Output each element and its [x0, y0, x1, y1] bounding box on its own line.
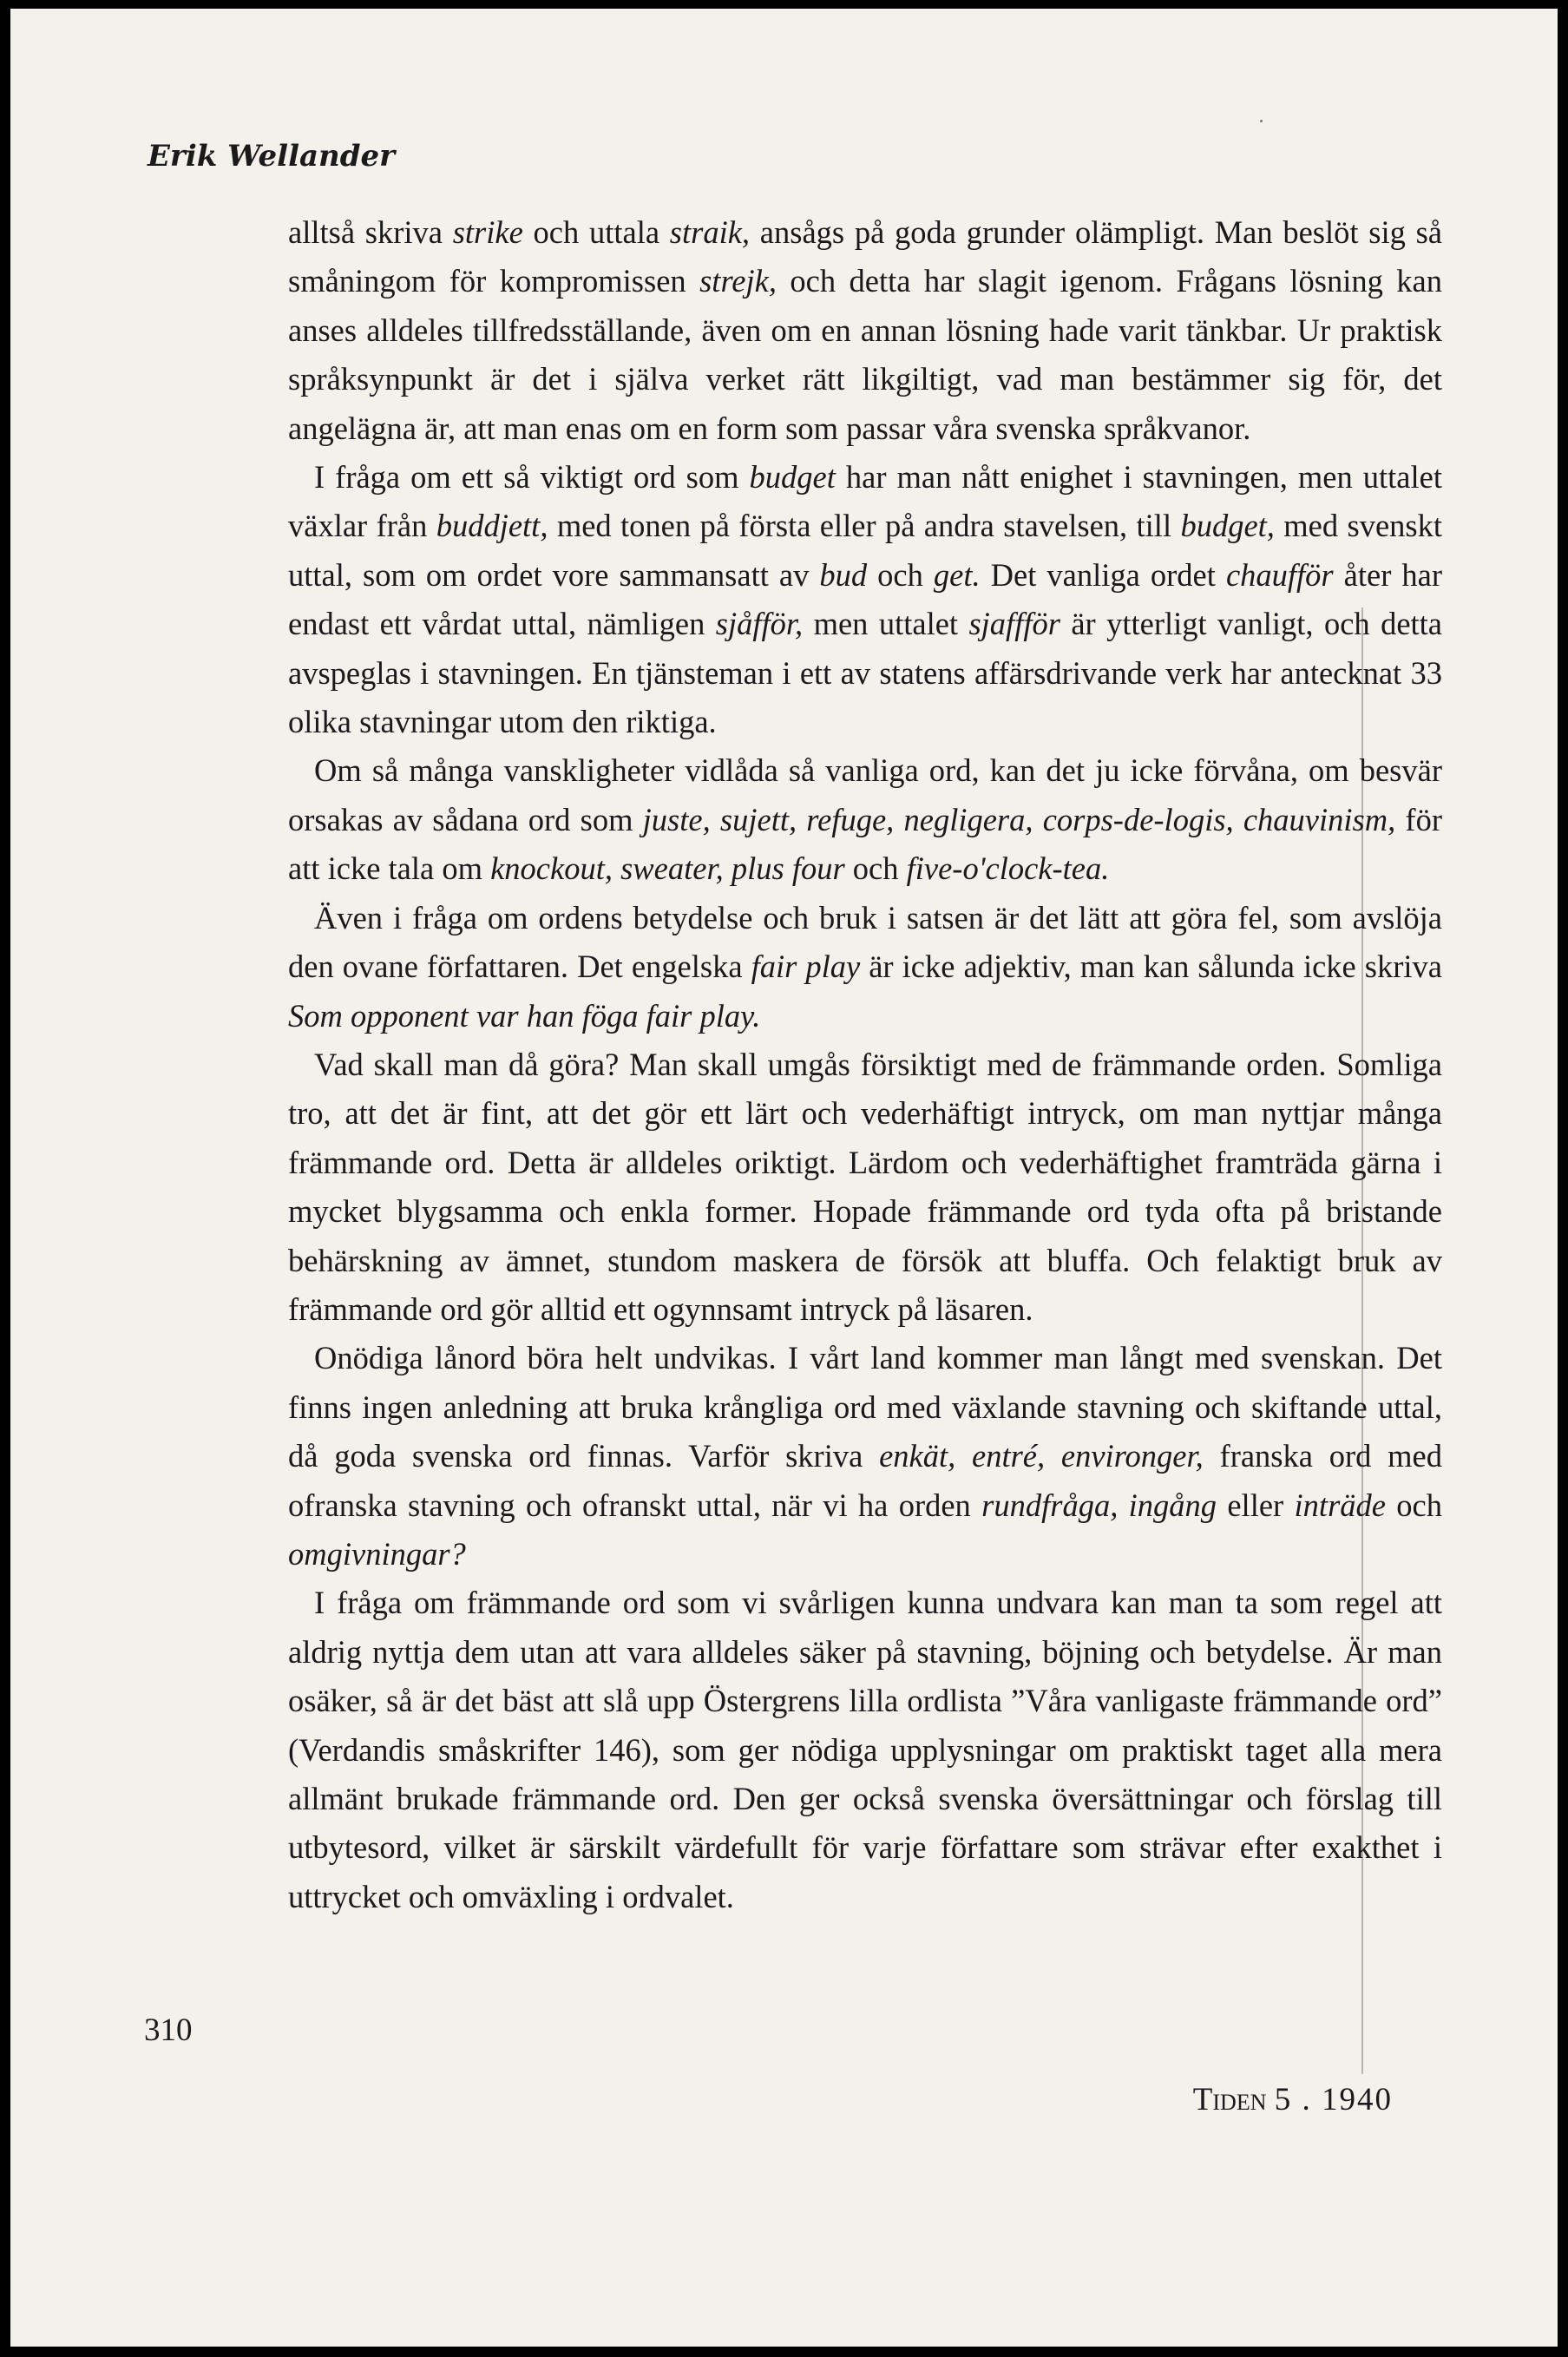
italic-term: inträde — [1294, 1487, 1386, 1523]
paragraph — [288, 208, 1442, 453]
text-run: I fråga om främmande ord som vi svårligen kunna undvara kan man ta som regel att aldrig nyttja dem utan att vara alldeles säker på stavning, böjning och betydelse. Är man osäker, så är det bäst att slå upp Östergrens lilla ordlista ”Våra vanligaste främmande ord” (Verdandis småskrifter 146), som ger nödiga upplysningar om praktiskt taget alla mera allmänt brukade främmande ord. Den ger också svenska översättningar och förslag till utbytesord, vilket är särskilt värdefullt för varje författare som strävar efter exakthet i uttrycket och omväxling i ordvalet. — [288, 1585, 1442, 1914]
text-run: och detta har slagit igenom. Frågans lösning kan anses alldeles tillfredsställande, även om en annan lösning hade varit tänkbar. Ur praktisk språksynpunkt är det i själva verket rätt likgiltigt, vad man bestämmer sig för, det angelägna är, att man enas om en form som passar våra svenska språkvanor. — [288, 263, 1443, 446]
text-run: och — [844, 850, 907, 887]
italic-term: omgivningar? — [288, 1535, 466, 1572]
italic-term: strejk, — [699, 263, 777, 299]
italic-term: buddjett, — [436, 508, 548, 544]
paragraph — [288, 1579, 1442, 1921]
italic-term: fair play — [751, 949, 861, 985]
text-run: men uttalet — [803, 606, 969, 642]
italic-term: sjåfför, — [715, 606, 804, 642]
text-run: franska ord med ofranska stavning och ofranskt uttal, när vi ha orden — [288, 1438, 1442, 1523]
paragraph — [288, 746, 1442, 893]
italic-term: sjaffför — [968, 606, 1060, 642]
text-run: Vad skall man då göra? Man skall umgås försiktigt med de främmande orden. Somliga tro, att det är fint, att det gör ett lärt och vederhäftigt intryck, om man nyttjar många främmande ord. Detta är alldeles oriktigt. Lärdom och vederhäftighet framträda gärna i mycket blygsamma och enkla former. Hopade främmande ord tyda ofta på bristande behärskning av ämnet, stundom maskera de försök att bluffa. Och felaktigt bruk av främmande ord gör alltid ett ogynnsamt intryck på läsaren. — [288, 1046, 1442, 1327]
paragraph — [288, 453, 1442, 746]
running-head-author: Erik Wellander — [148, 139, 396, 174]
text-run: och — [867, 556, 934, 593]
italic-term: juste, sujett, refuge, negligera, corps-de-logis, chauvinism, — [642, 801, 1396, 837]
italic-term: bud — [819, 556, 868, 593]
text-run: Det vanliga ordet — [980, 556, 1226, 593]
italic-term: budget — [749, 459, 836, 496]
italic-term: strike — [452, 214, 523, 250]
paragraph — [288, 1041, 1442, 1334]
text-run: och uttala — [522, 214, 670, 250]
page-number: 310 — [144, 2012, 193, 2048]
text-run: Om så många vanskligheter vidlåda så vanliga ord, kan det ju icke förvåna, om besvär orsakas av sådana ord som — [288, 752, 1442, 837]
paper-speck — [1260, 120, 1263, 122]
journal-name: Tiden — [1192, 2082, 1267, 2117]
text-run: alltså skriva — [288, 214, 453, 250]
text-run: för att icke tala om — [288, 801, 1442, 887]
italic-term: budget, — [1180, 508, 1275, 544]
text-run: I fråga om ett så viktigt ord som — [314, 459, 750, 496]
italic-term: rundfråga, ingång — [981, 1487, 1217, 1523]
italic-term: get. — [933, 556, 981, 593]
paragraph — [288, 1334, 1442, 1579]
text-run: åter har endast ett vårdat uttal, nämligen — [288, 556, 1443, 642]
footer-citation — [1193, 2081, 1393, 2118]
article-body — [288, 208, 1442, 1921]
paragraph — [288, 894, 1442, 1041]
text-run: eller — [1217, 1487, 1295, 1523]
text-run: Även i fråga om ordens betydelse och bruk i satsen är det lätt att göra fel, som avslöja den ovane författaren. Det engelska — [288, 899, 1442, 985]
italic-term: chaufför — [1225, 556, 1334, 593]
text-run: med svenskt uttal, som om ordet vore sammansatt av — [288, 508, 1442, 593]
paper-sheet — [10, 9, 1558, 2347]
text-run: ansågs på goda grunder olämpligt. Man beslöt sig så småningom för kompromissen — [288, 214, 1443, 299]
italic-term: five-o'clock-tea. — [906, 850, 1110, 887]
issue-info: 5 . 1940 — [1274, 2082, 1393, 2117]
text-run: och — [1385, 1487, 1442, 1523]
text-run: har man nått enighet i stavningen, men uttalet växlar från — [288, 459, 1442, 544]
italic-term: enkät, entré, environger, — [879, 1438, 1204, 1474]
italic-term: knockout, sweater, plus four — [490, 850, 845, 887]
text-run: med tonen på första eller på andra stavelsen, till — [548, 508, 1181, 544]
italic-term: straik, — [669, 214, 751, 250]
italic-term: Som opponent var han föga fair play. — [288, 997, 761, 1034]
text-run: är ytterligt vanligt, och detta avspeglas i stavningen. En tjänsteman i ett av statens affärsdrivande verk har antecknat 33 olika stavningar utom den riktiga. — [288, 606, 1442, 740]
text-run: Onödiga lånord böra helt undvikas. I vårt land kommer man långt med svenskan. Det finns ingen anledning att bruka krångliga ord med växlande stavning och skiftande uttal, då goda svenska ord finnas. Varför skriva — [288, 1340, 1442, 1474]
text-run: är icke adjektiv, man kan sålunda icke skriva — [860, 949, 1442, 985]
